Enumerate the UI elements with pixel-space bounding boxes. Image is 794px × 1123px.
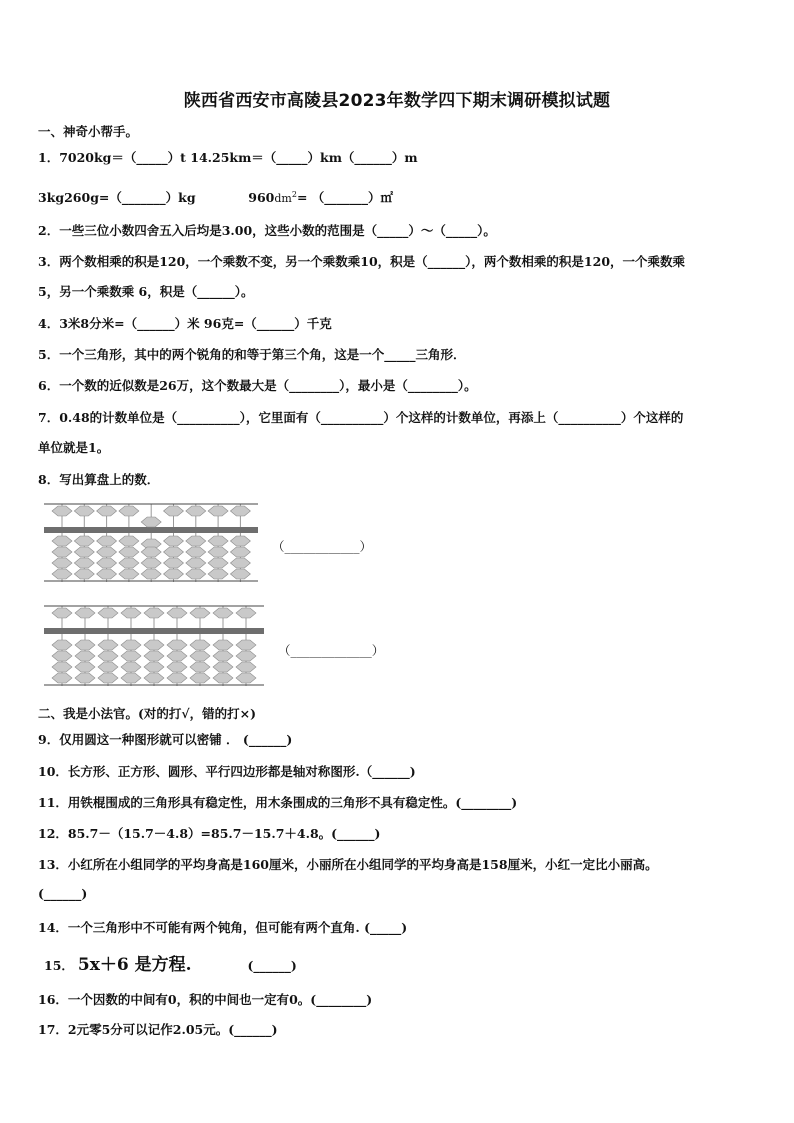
abacus-bead [164, 536, 184, 546]
abacus-bead [208, 536, 228, 546]
abacus-bead [97, 536, 117, 546]
question-15-expression: 5x＋6 是方程. [77, 955, 192, 975]
abacus-bead [167, 662, 187, 672]
abacus-bead [119, 569, 139, 579]
abacus-bead [52, 547, 72, 557]
abacus-bead [144, 673, 164, 683]
abacus-2-beam [44, 628, 264, 634]
abacus-bead [230, 558, 250, 568]
abacus-bead [164, 506, 184, 516]
abacus-bead [121, 662, 141, 672]
abacus-bead [141, 558, 161, 568]
abacus-bead [190, 640, 210, 650]
abacus-bead [186, 536, 206, 546]
abacus-bead [141, 569, 161, 579]
abacus-bead [167, 673, 187, 683]
abacus-bead [141, 547, 161, 557]
abacus-bead [121, 673, 141, 683]
abacus-1-beam [44, 527, 258, 533]
abacus-bead [52, 662, 72, 672]
question-7b: 单位就是1。 [38, 440, 110, 455]
abacus-bead [52, 506, 72, 516]
abacus-bead [52, 673, 72, 683]
question-12: 12．85.7－（15.7－4.8）=85.7－15.7＋4.8。(______) [38, 826, 381, 841]
abacus-bead [75, 651, 95, 661]
page-title: 陕西省西安市高陵县2023年数学四下期末调研模拟试题 [183, 91, 611, 111]
abacus-bead [186, 569, 206, 579]
abacus-bead [236, 673, 256, 683]
abacus-2-answer: （_____________） [278, 643, 385, 658]
abacus-bead [167, 640, 187, 650]
abacus-bead [190, 662, 210, 672]
abacus-1-answer: （____________） [272, 539, 373, 554]
abacus-bead [98, 651, 118, 661]
abacus-bead [230, 569, 250, 579]
abacus-bead [208, 506, 228, 516]
abacus-bead [74, 547, 94, 557]
abacus-bead [236, 640, 256, 650]
abacus-bead [52, 651, 72, 661]
abacus-bead [141, 517, 161, 527]
question-6: 6．一个数的近似数是26万，这个数最大是（________），最小是（________）。 [38, 378, 477, 393]
abacus-bead [52, 569, 72, 579]
question-15-number: 15． [44, 958, 74, 973]
abacus-bead [121, 608, 141, 618]
abacus-bead [98, 640, 118, 650]
abacus-bead [144, 608, 164, 618]
abacus-bead [167, 651, 187, 661]
question-2: 2．一些三位小数四舍五入后均是3.00，这些小数的范围是（_____）～（_____）。 [38, 223, 496, 238]
abacus-bead [97, 547, 117, 557]
abacus-bead [97, 506, 117, 516]
abacus-bead [98, 662, 118, 672]
question-1b-right: 960 [248, 190, 275, 205]
question-15 [44, 950, 297, 975]
abacus-bead [144, 640, 164, 650]
abacus-bead [164, 569, 184, 579]
abacus-bead [75, 608, 95, 618]
question-7a: 7．0.48的计数单位是（__________），它里面有（__________）个这样的计数单位，再添上（__________）个这样的 [38, 410, 684, 425]
abacus-bead [164, 558, 184, 568]
question-3a: 3．两个数相乘的积是120，一个乘数不变，另一个乘数乘10，积是（______），两个数相乘的积是120，一个乘数乘 [38, 254, 686, 269]
abacus-bead [119, 558, 139, 568]
abacus-bead [230, 506, 250, 516]
abacus-bead [97, 558, 117, 568]
abacus-bead [186, 506, 206, 516]
question-5: 5．一个三角形，其中的两个锐角的和等于第三个角，这是一个_____三角形． [38, 347, 466, 362]
abacus-bead [164, 547, 184, 557]
question-3b: 5，另一个乘数乘 6，积是（______）。 [38, 284, 254, 299]
abacus-bead [75, 640, 95, 650]
abacus-bead [230, 547, 250, 557]
abacus-bead [208, 569, 228, 579]
question-11: 11．用铁棍围成的三角形具有稳定性，用木条围成的三角形不具有稳定性。(________) [38, 795, 518, 810]
abacus-bead [74, 569, 94, 579]
abacus-bead [119, 547, 139, 557]
abacus-bead [190, 651, 210, 661]
question-15-blank: (______) [247, 958, 297, 973]
question-13a: 13．小红所在小组同学的平均身高是160厘米，小丽所在小组同学的平均身高是158厘米，小红一定比小丽高。 [38, 857, 658, 872]
abacus-bead [190, 673, 210, 683]
abacus-bead [52, 608, 72, 618]
question-17: 17．2元零5分可以记作2.05元。(______) [38, 1022, 278, 1037]
abacus-bead [236, 662, 256, 672]
abacus-bead [119, 506, 139, 516]
abacus-bead [208, 558, 228, 568]
question-1b-right-post: = （_______）㎡ [296, 190, 394, 205]
abacus-bead [98, 673, 118, 683]
abacus-bead [52, 536, 72, 546]
abacus-bead [167, 608, 187, 618]
question-10: 10．长方形、正方形、圆形、平行四边形都是轴对称图形.（______) [38, 764, 416, 779]
abacus-bead [75, 673, 95, 683]
abacus-bead [121, 640, 141, 650]
abacus-bead [52, 558, 72, 568]
abacus-bead [52, 640, 72, 650]
abacus-bead [236, 651, 256, 661]
section-heading-2: 二、我是小法官。(对的打√，错的打×) [38, 706, 257, 721]
abacus-bead [98, 608, 118, 618]
abacus-bead [236, 608, 256, 618]
abacus-bead [119, 536, 139, 546]
abacus-bead [144, 662, 164, 672]
abacus-bead [186, 547, 206, 557]
abacus-bead [75, 662, 95, 672]
question-13b: (______) [38, 886, 88, 901]
abacus-2 [44, 604, 266, 690]
abacus-bead [144, 651, 164, 661]
abacus-bead [74, 536, 94, 546]
abacus-bead [230, 536, 250, 546]
abacus-1 [44, 500, 260, 586]
section-heading-1: 一、神奇小帮手。 [38, 124, 139, 139]
abacus-bead [213, 640, 233, 650]
question-14: 14．一个三角形中不可能有两个钝角，但可能有两个直角. (_____) [38, 920, 408, 935]
abacus-bead [213, 673, 233, 683]
question-9: 9．仅用圆这一种图形就可以密铺 ． (______) [38, 732, 293, 747]
question-1a: 1．7020kg＝（_____）t 14.25km＝（_____）km（______）m [38, 150, 418, 165]
abacus-bead [74, 558, 94, 568]
abacus-bead [213, 608, 233, 618]
abacus-bead [97, 569, 117, 579]
question-16: 16．一个因数的中间有0，积的中间也一定有0。(________) [38, 992, 373, 1007]
abacus-bead [190, 608, 210, 618]
abacus-bead [74, 506, 94, 516]
question-1b-sup: 2 [291, 189, 297, 199]
abacus-bead [186, 558, 206, 568]
abacus-bead [208, 547, 228, 557]
question-4: 4．3米8分米=（______）米 96克=（______）千克 [38, 316, 332, 331]
abacus-bead [213, 662, 233, 672]
question-8: 8．写出算盘上的数． [38, 472, 160, 487]
question-1b-left: 3kg260g=（_______）kg [38, 190, 196, 205]
abacus-bead [121, 651, 141, 661]
question-1b [38, 188, 393, 206]
question-1b-unit: dm [274, 192, 292, 205]
abacus-bead [213, 651, 233, 661]
